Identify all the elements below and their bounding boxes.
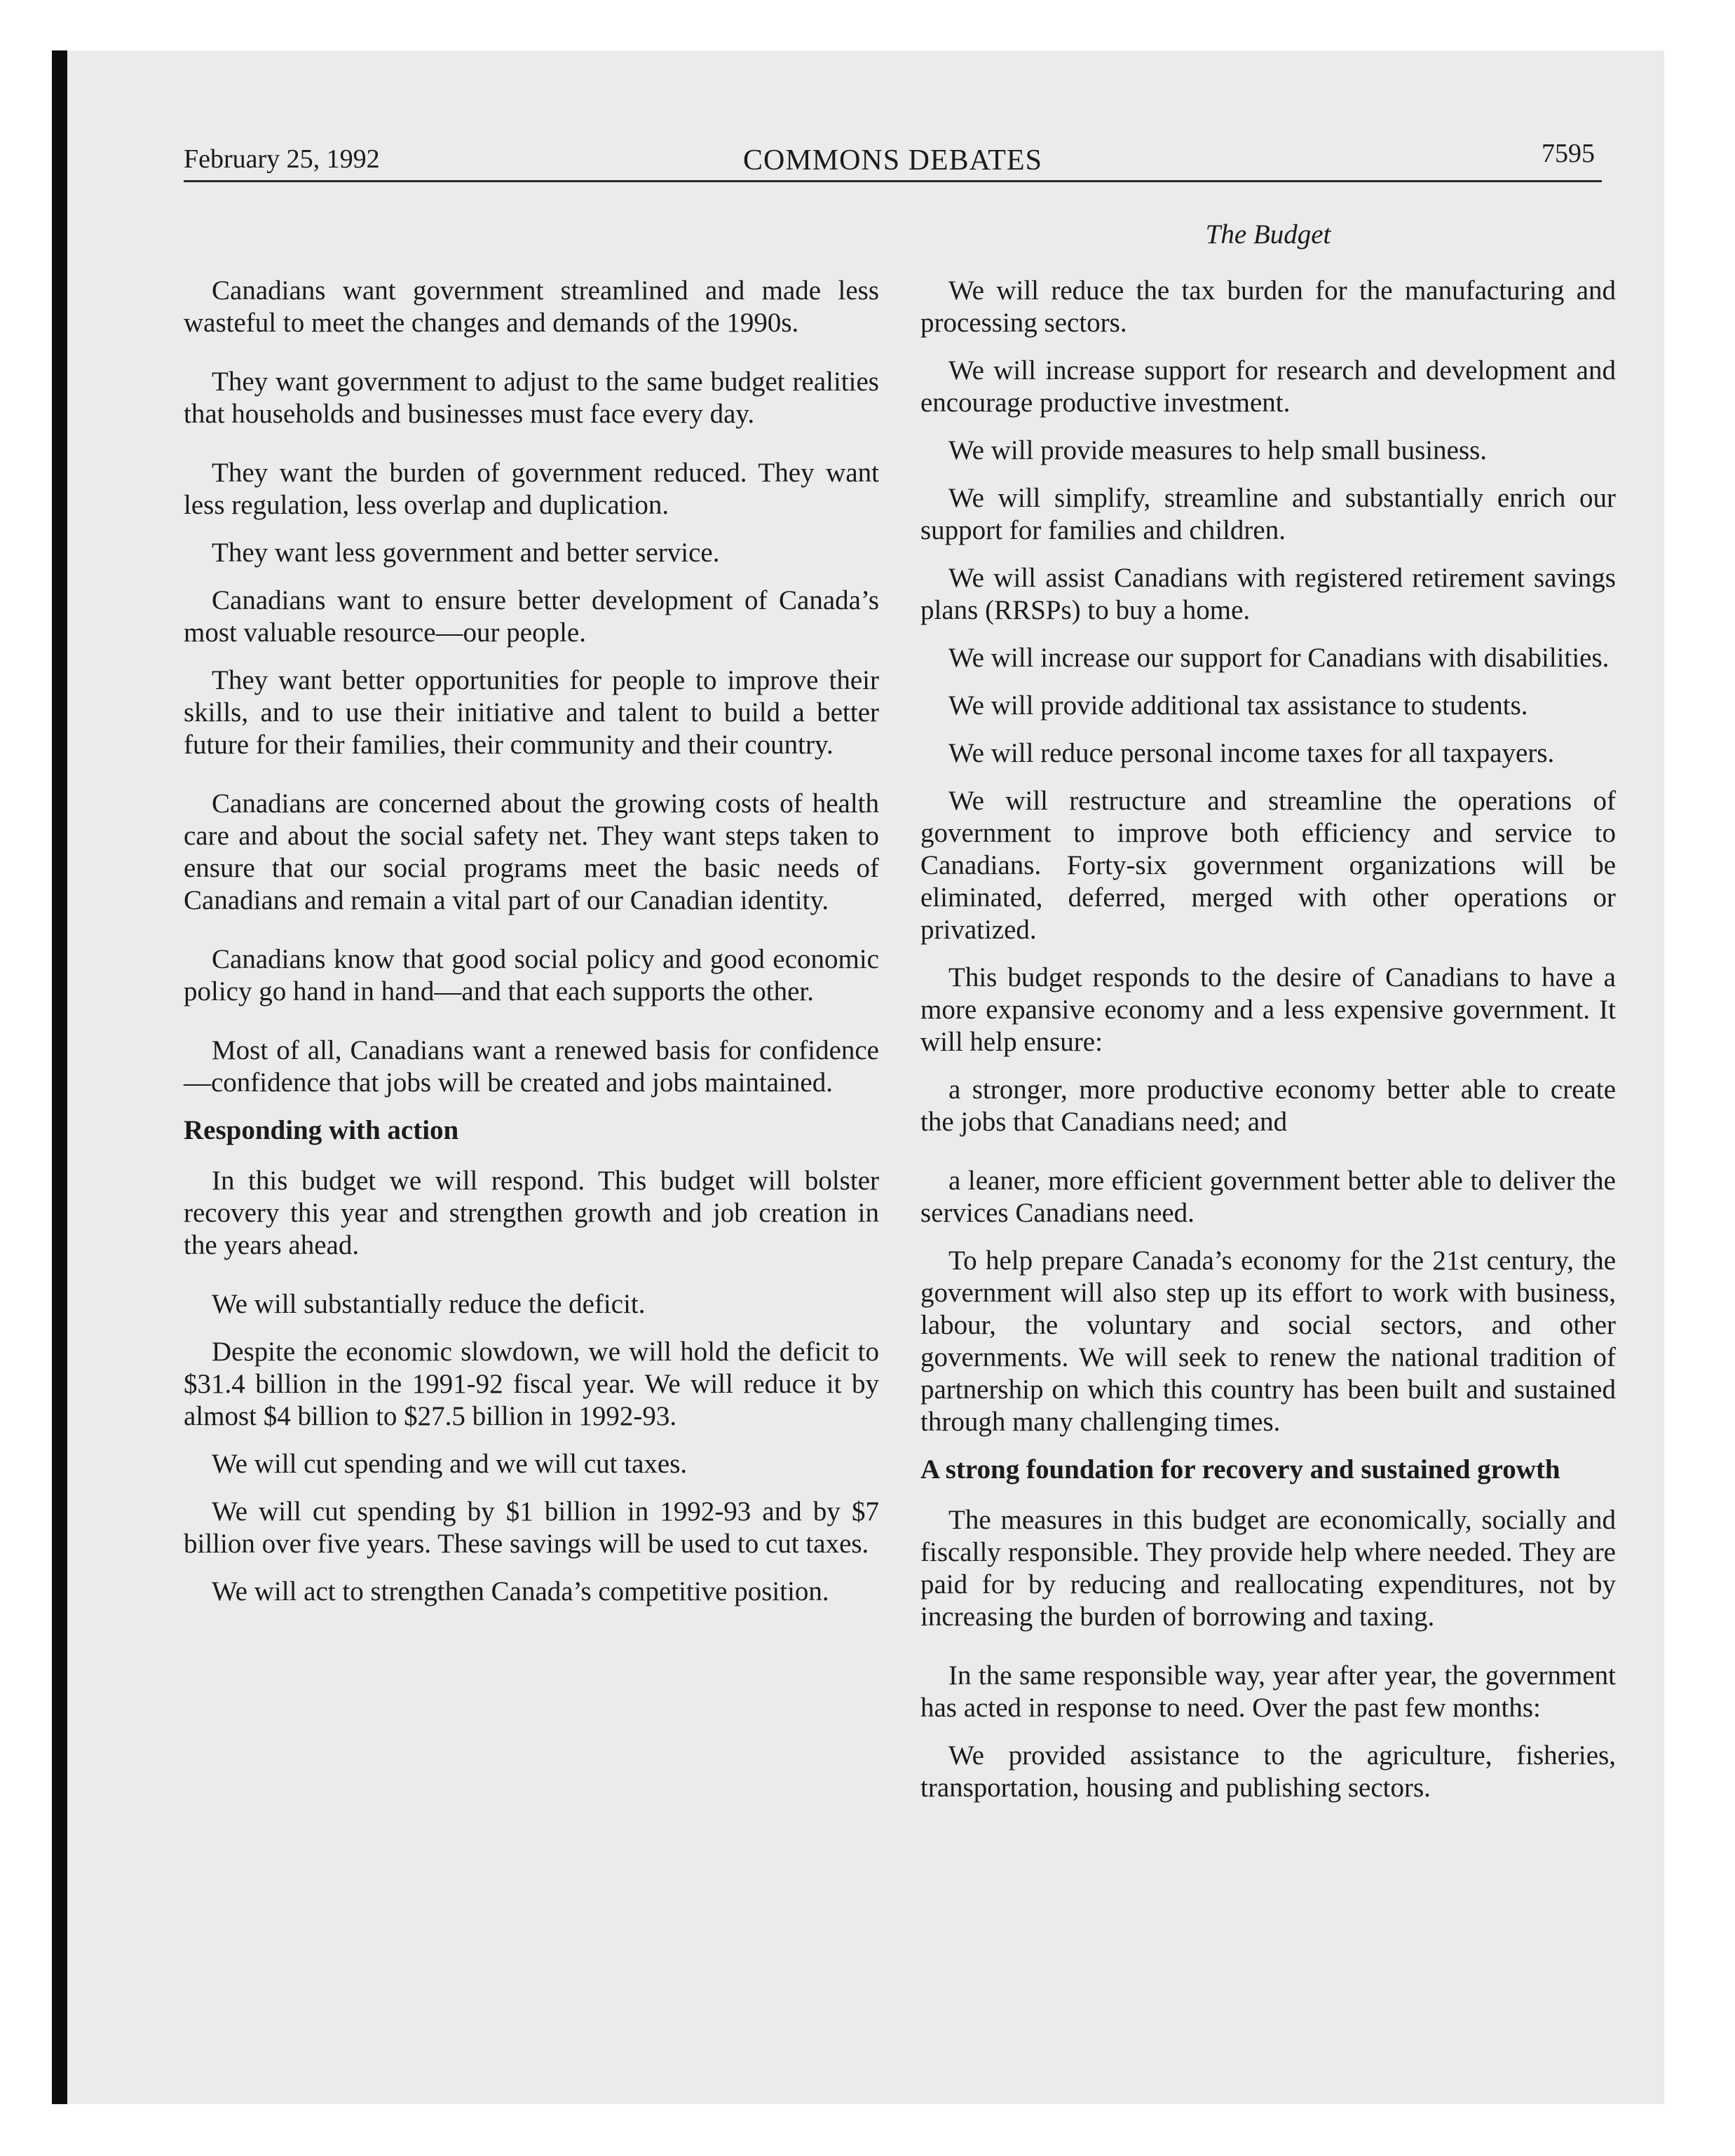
paragraph: To help prepare Canada’s economy for the 21st century, the government will also step up its effort to work with business, labour, the voluntary and social sectors, and other governments. We will seek to renew the national tradition of partnership on which this country has been built and sustained through many challenging times. [920, 1246, 1616, 1437]
paragraph: We will simplify, streamline and substantially enrich our support for families and children. [920, 483, 1616, 545]
paragraph: Most of all, Canadians want a renewed basis for confidence —confidence that jobs will be created and jobs maintained. [184, 1035, 879, 1098]
running-title: The Budget [1205, 219, 1331, 250]
page-number: 7595 [1542, 139, 1595, 168]
paragraph: We will assist Canadians with registered retirement savings plans (RRSPs) to buy a home. [920, 563, 1616, 625]
paragraph: They want better opportunities for people to improve their skills, and to use their initiative and talent to build a better future for their families, their community and their country. [184, 665, 879, 760]
paragraph: We will substantially reduce the deficit. [212, 1289, 646, 1319]
section-heading: Responding with action [184, 1115, 459, 1145]
binding-edge [52, 50, 67, 2104]
left-column [184, 275, 879, 1623]
paragraph: Despite the economic slowdown, we will hold the deficit to $31.4 billion in the 1991-92 fiscal year. We will reduce it by almost $4 billion to $27.5 billion in 1992-93. [184, 1337, 879, 1431]
paragraph: We will reduce personal income taxes for all taxpayers. [948, 738, 1555, 768]
paragraph: In the same responsible way, year after year, the government has acted in response to need. Over the past few months: [920, 1660, 1616, 1723]
right-column [920, 275, 1616, 1820]
header-rule [184, 180, 1602, 182]
paragraph: They want government to adjust to the same budget realities that households and businesses must face every day. [184, 367, 879, 429]
paragraph: They want the burden of government reduced. They want less regulation, less overlap and duplication. [184, 458, 879, 520]
paragraph: We will restructure and streamline the operations of government to improve both efficiency and service to Canadians. Forty-six government organizations will be eliminated, deferred, merged with other operations or privatized. [920, 786, 1616, 945]
section-heading: A strong foundation for recovery and sustained growth [920, 1454, 1560, 1485]
paragraph: In this budget we will respond. This budget will bolster recovery this year and strengthen growth and job creation in the years ahead. [184, 1166, 879, 1260]
paragraph: We will act to strengthen Canada’s competitive position. [212, 1576, 829, 1606]
header-title: COMMONS DEBATES [743, 144, 1042, 177]
paragraph: The measures in this budget are economically, socially and fiscally responsible. They provide help where needed. They are paid for by reducing and reallocating expenditures, not by increasing the burden of borrowing and taxing. [920, 1505, 1616, 1632]
header-date: February 25, 1992 [184, 144, 380, 174]
paragraph: We will increase support for research and development and encourage productive investment. [920, 355, 1616, 418]
page-header [184, 139, 1602, 179]
paragraph: Canadians know that good social policy and good economic policy go hand in hand—and that each supports the other. [184, 944, 879, 1007]
paragraph: We will provide measures to help small business. [948, 435, 1488, 465]
paragraph: a leaner, more efficient government better able to deliver the services Canadians need. [920, 1166, 1616, 1228]
paragraph: Canadians want government streamlined and made less wasteful to meet the changes and demands of the 1990s. [184, 275, 879, 338]
paragraph: We provided assistance to the agriculture, fisheries, transportation, housing and publishing sectors. [920, 1740, 1616, 1803]
paragraph: Canadians are concerned about the growing costs of health care and about the social safety net. They want steps taken to ensure that our social programs meet the basic needs of Canadians and remain a vital part of our Canadian identity. [184, 789, 879, 915]
paragraph: They want less government and better service. [212, 538, 720, 568]
paragraph: We will increase our support for Canadians with disabilities. [948, 643, 1610, 673]
paragraph: This budget responds to the desire of Canadians to have a more expansive economy and a less expensive government. It will help ensure: [920, 962, 1616, 1057]
paragraph: We will provide additional tax assistance to students. [948, 690, 1528, 721]
paragraph: a stronger, more productive economy better able to create the jobs that Canadians need; and [920, 1074, 1616, 1137]
paragraph: Canadians want to ensure better development of Canada’s most valuable resource—our people. [184, 585, 879, 648]
paragraph: We will reduce the tax burden for the manufacturing and processing sectors. [920, 275, 1616, 338]
paragraph: We will cut spending and we will cut taxes. [212, 1449, 688, 1479]
paragraph: We will cut spending by $1 billion in 1992-93 and by $7 billion over five years. These savings will be used to cut taxes. [184, 1496, 879, 1559]
